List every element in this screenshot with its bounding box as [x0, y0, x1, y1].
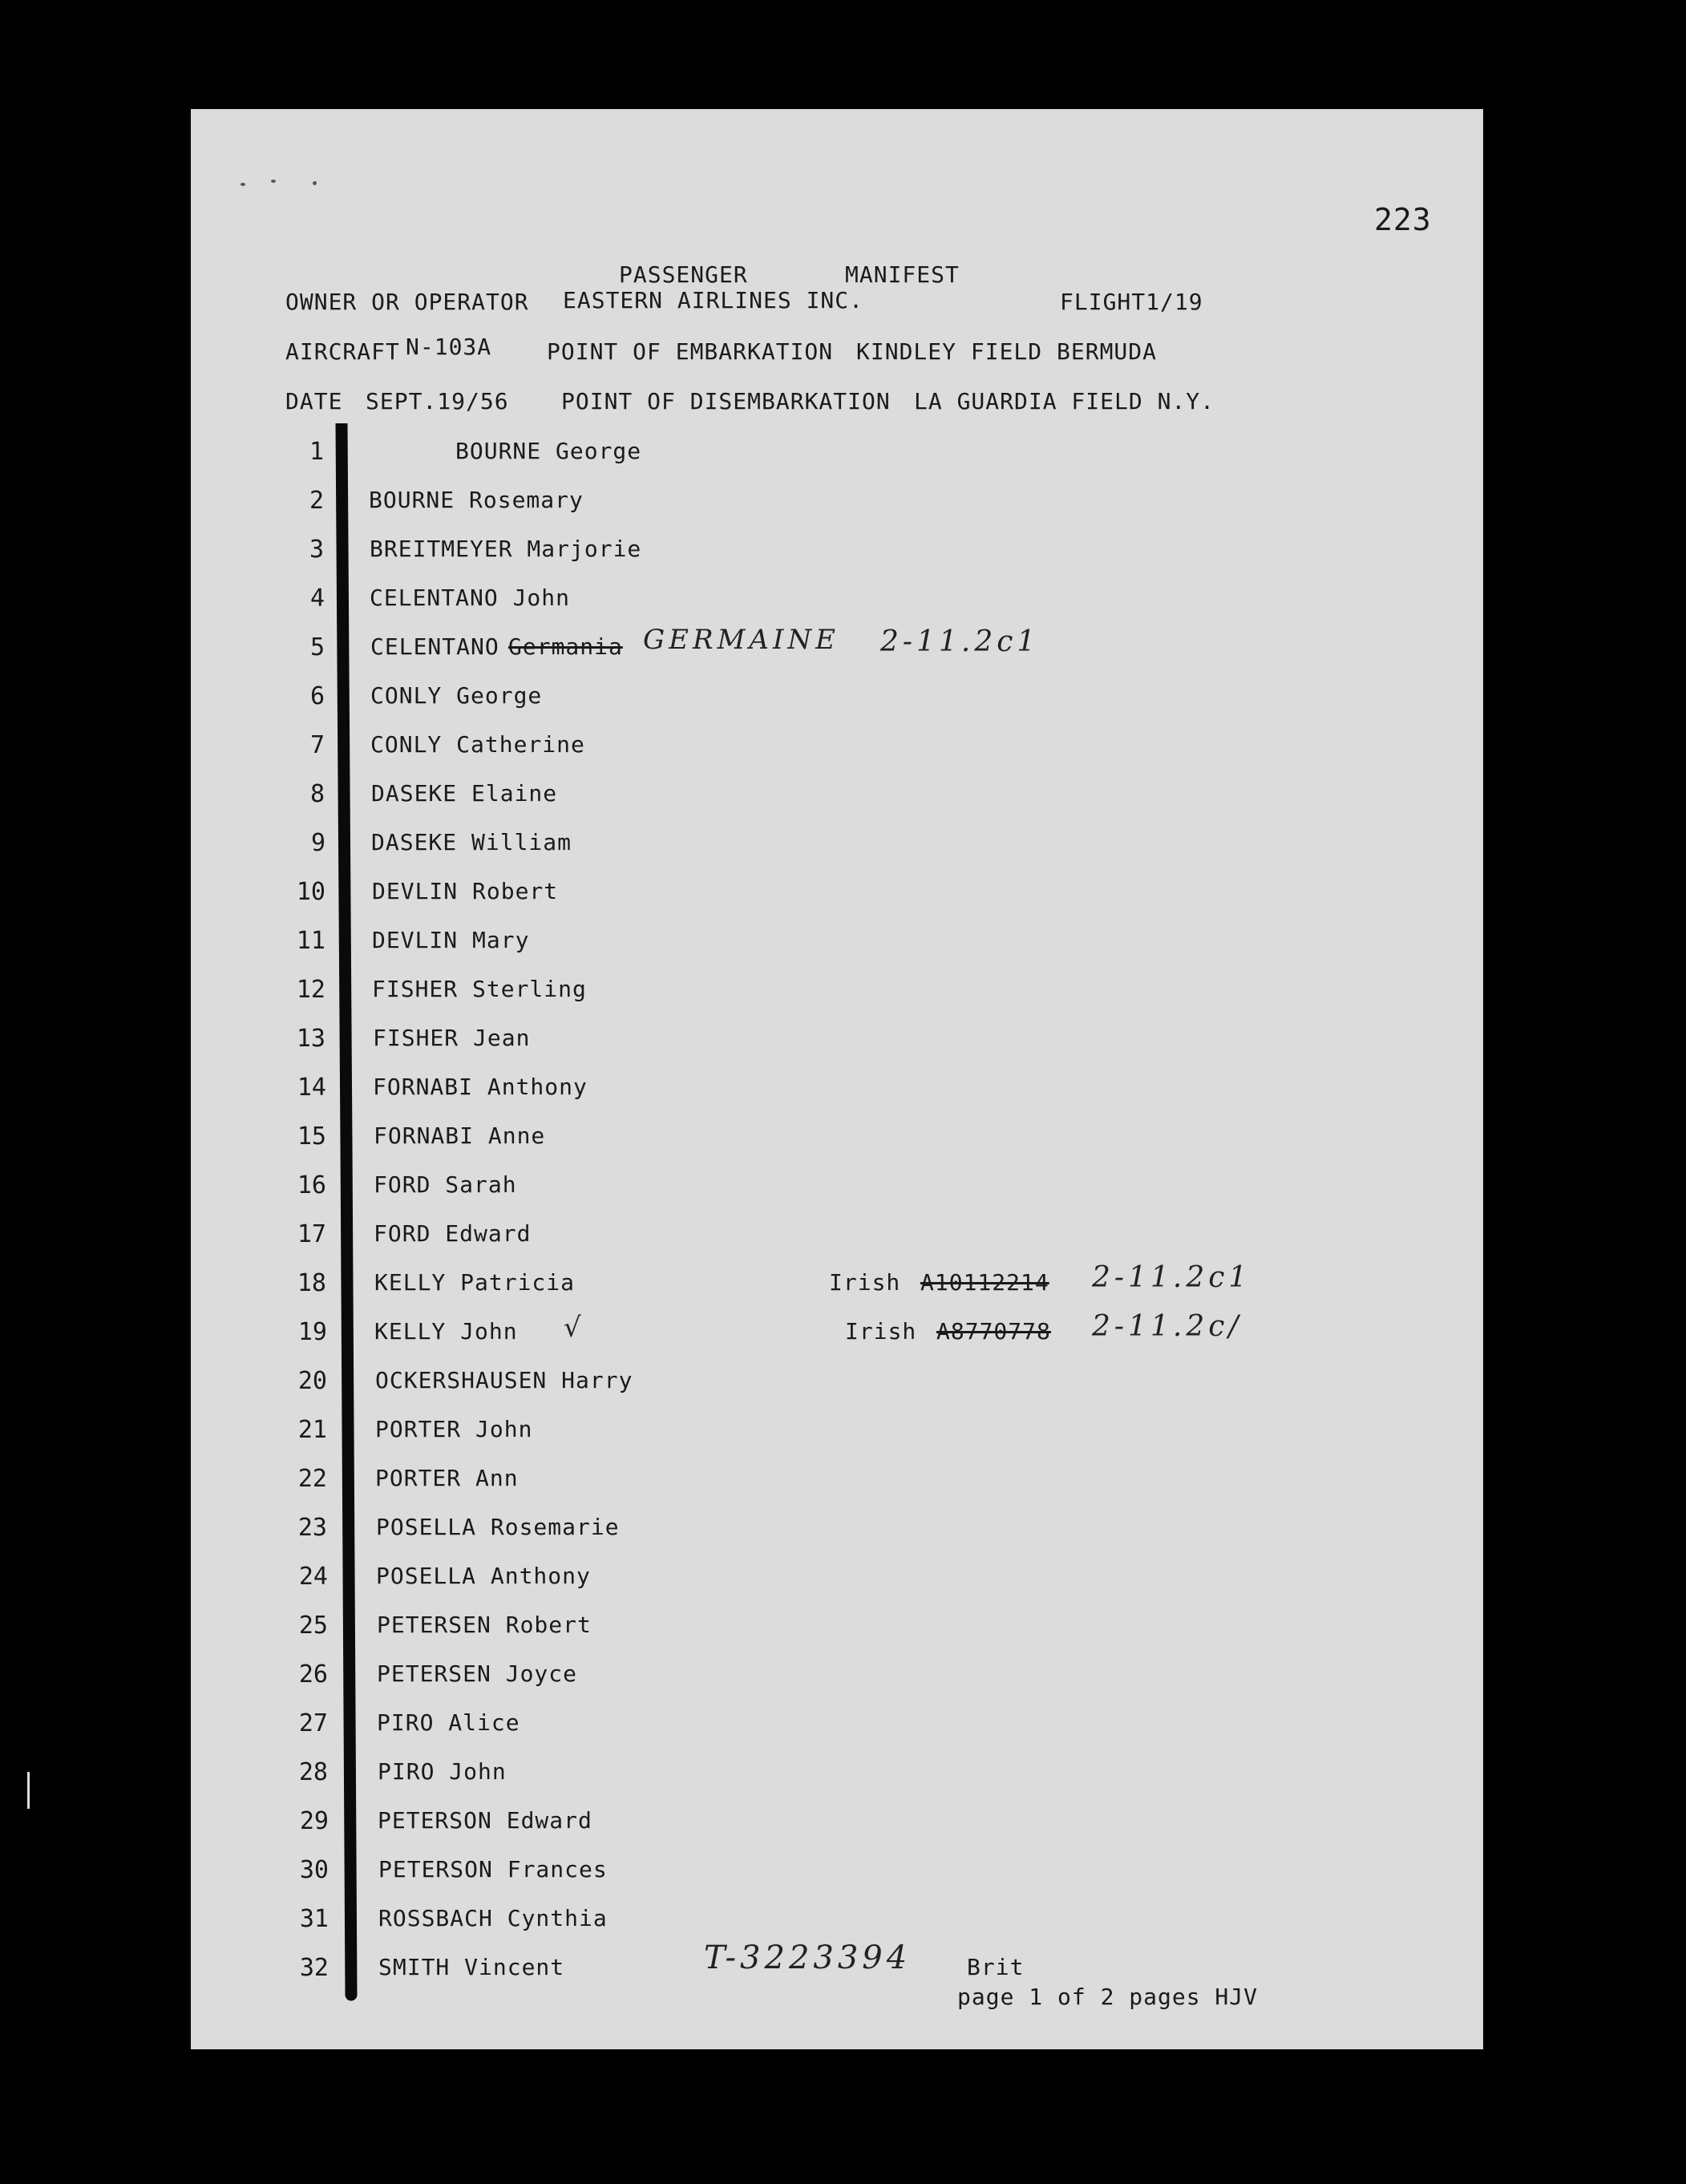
passenger-name: PORTER Ann — [375, 1465, 519, 1491]
row-number: 2 — [309, 487, 324, 515]
passenger-name: CONLY George — [370, 682, 543, 709]
row-number: 4 — [309, 584, 325, 613]
manifest-title-passenger: PASSENGER — [619, 261, 748, 288]
row-number: 5 — [309, 633, 325, 661]
passenger-name: PORTER John — [375, 1416, 533, 1442]
disembarkation-value: LA GUARDIA FIELD N.Y. — [914, 388, 1215, 415]
page-footer: page 1 of 2 pages HJV — [957, 1984, 1259, 2010]
passenger-name: FORNABI Anne — [374, 1122, 546, 1149]
struck-alien-number: A10112214 — [920, 1269, 1049, 1296]
passenger-name: ROSSBACH Cynthia — [378, 1905, 608, 1931]
manifest-page — [191, 109, 1483, 2049]
row-number: 28 — [298, 1758, 328, 1786]
check-mark: √ — [564, 1312, 585, 1344]
passenger-name: KELLY John — [374, 1318, 518, 1345]
row-number: 21 — [297, 1416, 327, 1444]
row-number: 10 — [296, 878, 325, 906]
embarkation-label: POINT OF EMBARKATION — [547, 338, 834, 365]
handwritten-annotation: 2-11.2c1 — [880, 625, 1040, 658]
nationality: Brit — [967, 1954, 1025, 1980]
row-number: 31 — [299, 1905, 329, 1933]
owner-value: EASTERN AIRLINES INC. — [563, 287, 864, 313]
edge-mark — [27, 1772, 30, 1809]
passenger-name: SMITH Vincent — [378, 1954, 565, 1980]
aircraft-value: N-103A — [406, 334, 492, 360]
date-value: SEPT.19/56 — [366, 388, 509, 415]
row-number: 11 — [296, 927, 325, 955]
passenger-name: BREITMEYER Marjorie — [370, 536, 642, 562]
passenger-name: FISHER Jean — [373, 1025, 531, 1051]
passenger-name: PETERSEN Robert — [377, 1612, 592, 1638]
handwritten-annotation: 2-11.2c1 — [1092, 1261, 1251, 1294]
date-label: DATE — [285, 388, 343, 415]
passenger-name: CONLY Catherine — [370, 731, 585, 758]
passenger-name: FISHER Sterling — [372, 976, 587, 1002]
disembarkation-label: POINT OF DISEMBARKATION — [561, 388, 891, 415]
row-number: 9 — [310, 829, 325, 857]
row-number: 17 — [297, 1220, 326, 1248]
passenger-name: DASEKE Elaine — [371, 780, 558, 807]
passenger-name: POSELLA Rosemarie — [376, 1514, 620, 1540]
row-number: 6 — [309, 682, 325, 710]
row-number: 7 — [309, 731, 325, 759]
row-number: 30 — [299, 1856, 329, 1884]
row-number: 23 — [297, 1514, 327, 1542]
passenger-name: DEVLIN Robert — [372, 878, 559, 904]
row-number: 27 — [298, 1709, 328, 1737]
row-number: 12 — [296, 976, 325, 1004]
row-number: 19 — [297, 1318, 327, 1346]
row-number: 3 — [309, 536, 324, 564]
passenger-name: PETERSEN Joyce — [377, 1660, 578, 1687]
row-number: 24 — [298, 1563, 328, 1591]
row-number: 16 — [297, 1171, 326, 1199]
passenger-name: CELENTANO — [370, 633, 499, 660]
row-number: 20 — [297, 1367, 327, 1395]
embarkation-value: KINDLEY FIELD BERMUDA — [856, 338, 1158, 365]
handwritten-annotation: 2-11.2c/ — [1092, 1310, 1243, 1343]
row-number: 14 — [297, 1074, 326, 1102]
passenger-name: POSELLA Anthony — [376, 1563, 591, 1589]
struck-alien-number: A8770778 — [936, 1318, 1051, 1345]
passenger-name: CELENTANO John — [370, 584, 571, 611]
row-number: 29 — [299, 1807, 329, 1835]
passenger-name: PIRO John — [378, 1758, 507, 1785]
struck-given-name: Germania — [508, 633, 623, 660]
passenger-name: BOURNE George — [455, 438, 642, 464]
nationality: Irish — [829, 1269, 901, 1296]
page-number: 223 — [1374, 202, 1432, 237]
row-number: 22 — [297, 1465, 327, 1493]
passenger-name: KELLY Patricia — [374, 1269, 576, 1296]
passenger-name: DASEKE William — [371, 829, 572, 855]
handwritten-number: T-3223394 — [704, 1939, 912, 1976]
nationality: Irish — [845, 1318, 917, 1345]
passenger-name: PIRO Alice — [377, 1709, 520, 1736]
row-number: 26 — [298, 1660, 328, 1689]
speck — [313, 181, 317, 185]
passenger-name: FORNABI Anthony — [373, 1074, 588, 1100]
passenger-name: BOURNE Rosemary — [369, 487, 584, 513]
speck — [271, 180, 276, 183]
passenger-name: FORD Sarah — [374, 1171, 517, 1198]
margin-ink-bar — [335, 423, 359, 2027]
flight-number: FLIGHT1/19 — [1060, 289, 1203, 315]
passenger-name: FORD Edward — [374, 1220, 532, 1247]
manifest-title-manifest: MANIFEST — [845, 261, 960, 288]
aircraft-label: AIRCRAFT — [285, 338, 400, 365]
row-number: 32 — [299, 1954, 329, 1982]
row-number: 1 — [309, 438, 324, 466]
passenger-name: OCKERSHAUSEN Harry — [375, 1367, 633, 1393]
row-number: 8 — [309, 780, 325, 808]
row-number: 13 — [296, 1025, 325, 1053]
passenger-name: PETERSON Edward — [378, 1807, 592, 1834]
row-number: 18 — [297, 1269, 326, 1297]
handwritten-correction: GERMAINE — [643, 624, 839, 656]
passenger-name: DEVLIN Mary — [372, 927, 530, 953]
speck — [241, 183, 245, 186]
owner-label: OWNER OR OPERATOR — [285, 289, 529, 315]
row-number: 25 — [298, 1612, 328, 1640]
row-number: 15 — [297, 1122, 326, 1151]
passenger-name: PETERSON Frances — [378, 1856, 608, 1883]
